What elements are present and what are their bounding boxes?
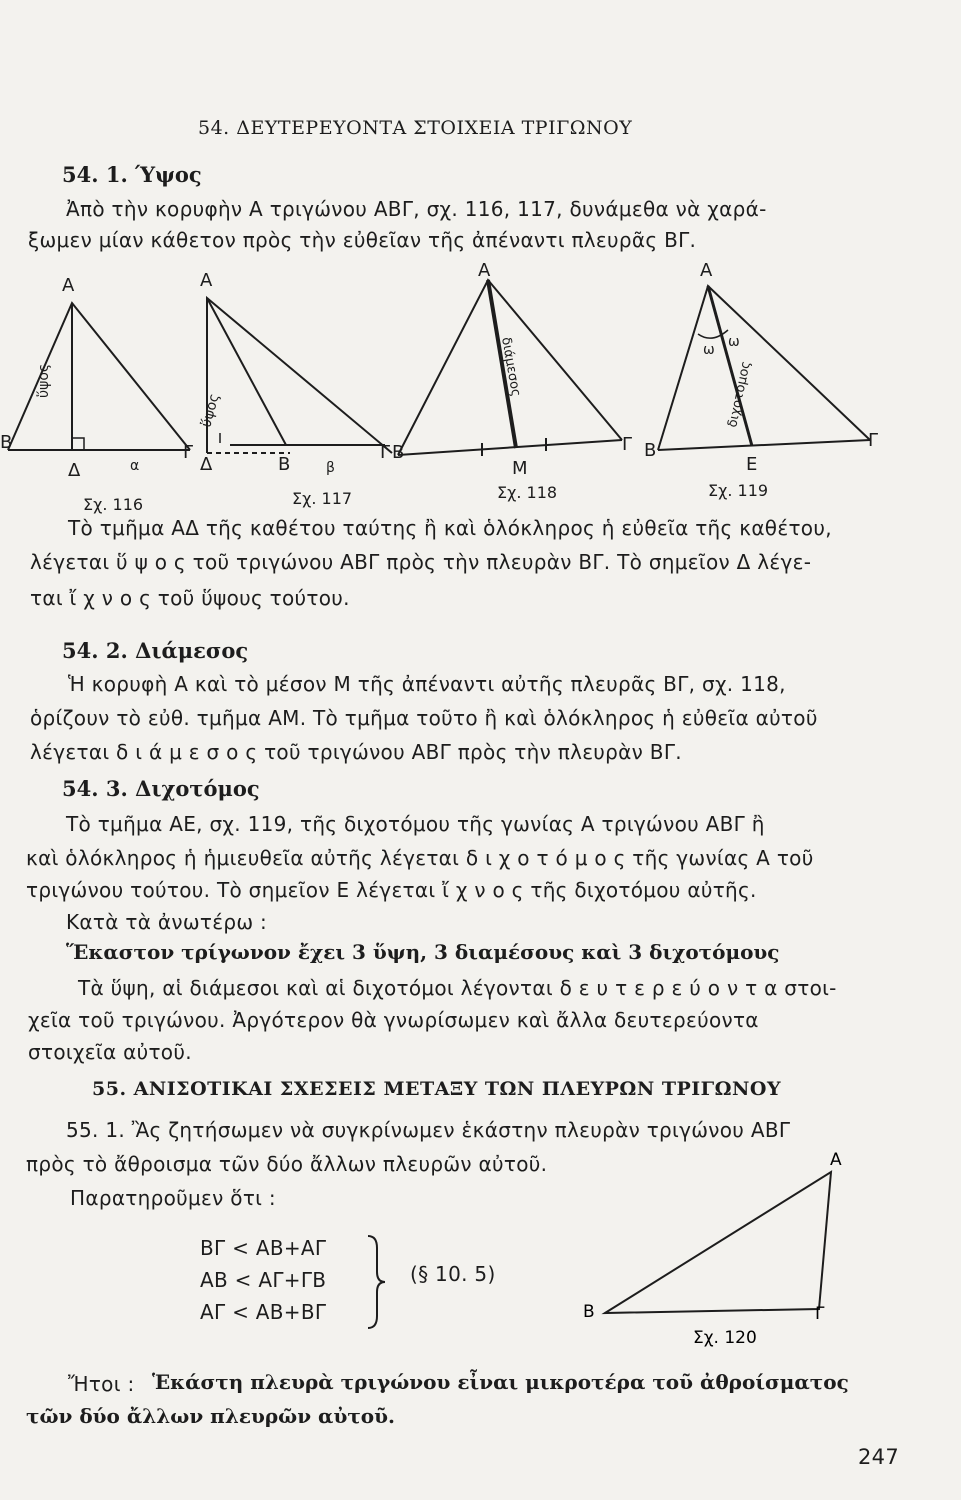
paragraph-line: ὁρίζουν τὸ εὐθ. τμῆμα ΑΜ. Τὸ τμῆμα τοῦτο ἢ καὶ ὁλόκληρος ἡ εὐθεῖα αὐτοῦ (30, 706, 818, 730)
paragraph-line: ται ἴ χ ν ο ς τοῦ ὕψους τούτου. (30, 586, 350, 610)
fig119-caption: Σχ. 119 (708, 481, 769, 500)
fig118-label-M: Μ (512, 458, 528, 479)
fig120-triangle (605, 1172, 831, 1313)
paragraph-line: Τὰ ὕψη, αἱ διάμεσοι καὶ αἱ διχοτόμοι λέγονται δ ε υ τ ε ρ ε ύ ο ν τ α στοι- (78, 976, 837, 1000)
fig116-caption: Σχ. 116 (83, 495, 144, 514)
fig117-triangle (207, 298, 392, 453)
fig116-label-G: Γ (183, 442, 194, 463)
fig119-label-E: Ε (746, 454, 758, 475)
paragraph-line: Τὸ τμῆμα ΑΕ, σχ. 119, τῆς διχοτόμου τῆς γωνίας Α τριγώνου ΑΒΓ ἢ (66, 812, 765, 836)
fig120-label-B: Β (583, 1302, 595, 1322)
subsection-54-3-title: 54. 3. Διχοτόμος (62, 776, 260, 801)
fig119-label-A: Α (700, 260, 713, 281)
paragraph-line: Ἀπὸ τὴν κορυφὴν Α τριγώνου ΑΒΓ, σχ. 116, 117, δυνάμεθα νὰ χαρά- (66, 197, 767, 221)
subsection-54-1-title: 54. 1. Ύψος (62, 162, 202, 187)
fig119-label-B: Β (644, 440, 657, 461)
conclusion-bold-1: Ἑκάστη πλευρὰ τριγώνου εἶναι μικροτέρα τοῦ ἀθροίσματος (152, 1370, 849, 1394)
paragraph-line: καὶ ὁλόκληρος ἡ ἡμιευθεῖα αὐτῆς λέγεται δ ι χ ο τ ό μ ο ς τῆς γωνίας Α τοῦ (26, 846, 814, 870)
figure-120 (575, 1135, 860, 1355)
fig118-label-A: Α (478, 260, 491, 281)
fig116-label-a: α (130, 458, 140, 474)
paragraph-line: χεῖα τοῦ τριγώνου. Ἀργότερον θὰ γνωρίσωμεν καὶ ἄλλα δευτερεύοντα (28, 1008, 759, 1032)
bold-statement: Ἕκαστον τρίγωνον ἔχει 3 ὕψη, 3 διαμέσους καὶ 3 διχοτόμους (66, 940, 780, 964)
fig118-caption: Σχ. 118 (497, 483, 558, 502)
fig120-caption: Σχ. 120 (693, 1328, 757, 1348)
fig117-label-D: Δ (200, 454, 213, 475)
paragraph-line: Παρατηροῦμεν ὅτι : (70, 1186, 276, 1210)
fig117-label-A: Α (200, 270, 213, 291)
conclusion-prefix: Ἤτοι : (68, 1372, 135, 1396)
figures-116-119 (0, 258, 961, 523)
paragraph-line: Ἡ κορυφὴ Α καὶ τὸ μέσον Μ τῆς ἀπέναντι αὐτῆς πλευρᾶς ΒΓ, σχ. 118, (68, 672, 786, 696)
paragraph-line: λέγεται δ ι ά μ ε σ ο ς τοῦ τριγώνου ΑΒΓ πρὸς τὴν πλευρὰν ΒΓ. (30, 740, 682, 764)
paragraph-line: λέγεται ὕ ψ ο ς τοῦ τριγώνου ΑΒΓ πρὸς τὴν πλευρὰν ΒΓ. Τὸ σημεῖον Δ λέγε- (30, 550, 812, 574)
fig117-label-ypsos: ὕψος (198, 391, 223, 430)
section-54-title: 54. ΔΕΥΤΕΡΕΥΟΝΤΑ ΣΤΟΙΧΕΙΑ ΤΡΙΓΩΝΟΥ (198, 117, 633, 139)
fig117-label-B: Β (278, 454, 291, 475)
fig117-label-b: β (326, 460, 335, 476)
reference: (§ 10. 5) (410, 1262, 496, 1286)
fig117-label-G: Γ (380, 442, 391, 463)
conclusion-bold-2: τῶν δύο ἄλλων πλευρῶν αὐτοῦ. (26, 1404, 395, 1428)
paragraph-line: τριγώνου τούτου. Τὸ σημεῖον Ε λέγεται ἴ χ ν ο ς τῆς διχοτόμου αὐτῆς. (26, 878, 757, 902)
fig116-right-angle (72, 438, 84, 450)
fig120-label-G: Γ (815, 1304, 825, 1324)
paragraph-line: Τὸ τμῆμα ΑΔ τῆς καθέτου ταύτης ἢ καὶ ὁλόκληρος ἡ εὐθεῖα τῆς καθέτου, (68, 516, 832, 540)
subsection-54-2-title: 54. 2. Διάμεσος (62, 638, 249, 663)
fig119-label-dixotomos: διχοτόμος (725, 359, 754, 429)
paragraph-line: ξωμεν μίαν κάθετον πρὸς τὴν εὐθεῖαν τῆς ἀπέναντι πλευρᾶς ΒΓ. (28, 228, 697, 252)
fig119-label-omega-2: ω (728, 334, 740, 350)
brace (365, 1234, 387, 1330)
inequality-2: ΑΒ < ΑΓ+ΓΒ (200, 1268, 327, 1292)
fig116-label-ypsos: ὕψος (36, 363, 52, 398)
fig120-label-A: Α (830, 1150, 842, 1170)
fig116-label-B: Β (0, 432, 13, 453)
page-number: 247 (858, 1445, 899, 1469)
fig118-label-G: Γ (622, 434, 633, 455)
fig119-label-omega-1: ω (703, 342, 715, 358)
paragraph-line: πρὸς τὸ ἄθροισμα τῶν δύο ἄλλων πλευρῶν αὐτοῦ. (26, 1152, 548, 1176)
fig119-triangle (658, 286, 870, 450)
inequality-3: ΑΓ < ΑΒ+ΒΓ (200, 1300, 327, 1324)
section-55-title: 55. ΑΝΙΣΟΤΙΚΑΙ ΣΧΕΣΕΙΣ ΜΕΤΑΞΥ ΤΩΝ ΠΛΕΥΡΩΝ ΤΡΙΓΩΝΟΥ (92, 1078, 782, 1100)
fig117-caption: Σχ. 117 (292, 489, 353, 508)
fig119-label-G: Γ (868, 430, 879, 451)
inequality-1: ΒΓ < ΑΒ+ΑΓ (200, 1236, 327, 1260)
fig116-label-A: Α (62, 275, 75, 296)
fig116-label-D: Δ (68, 460, 81, 481)
fig118-label-B: Β (392, 442, 405, 463)
paragraph-line: 55. 1. Ἂς ζητήσωμεν νὰ συγκρίνωμεν ἑκάστην πλευρὰν τριγώνου ΑΒΓ (66, 1118, 791, 1142)
fig118-label-diamesos: διάμεσος (498, 336, 524, 398)
paragraph-line: Κατὰ τὰ ἀνωτέρω : (66, 910, 268, 934)
paragraph-line: στοιχεῖα αὐτοῦ. (28, 1040, 192, 1064)
